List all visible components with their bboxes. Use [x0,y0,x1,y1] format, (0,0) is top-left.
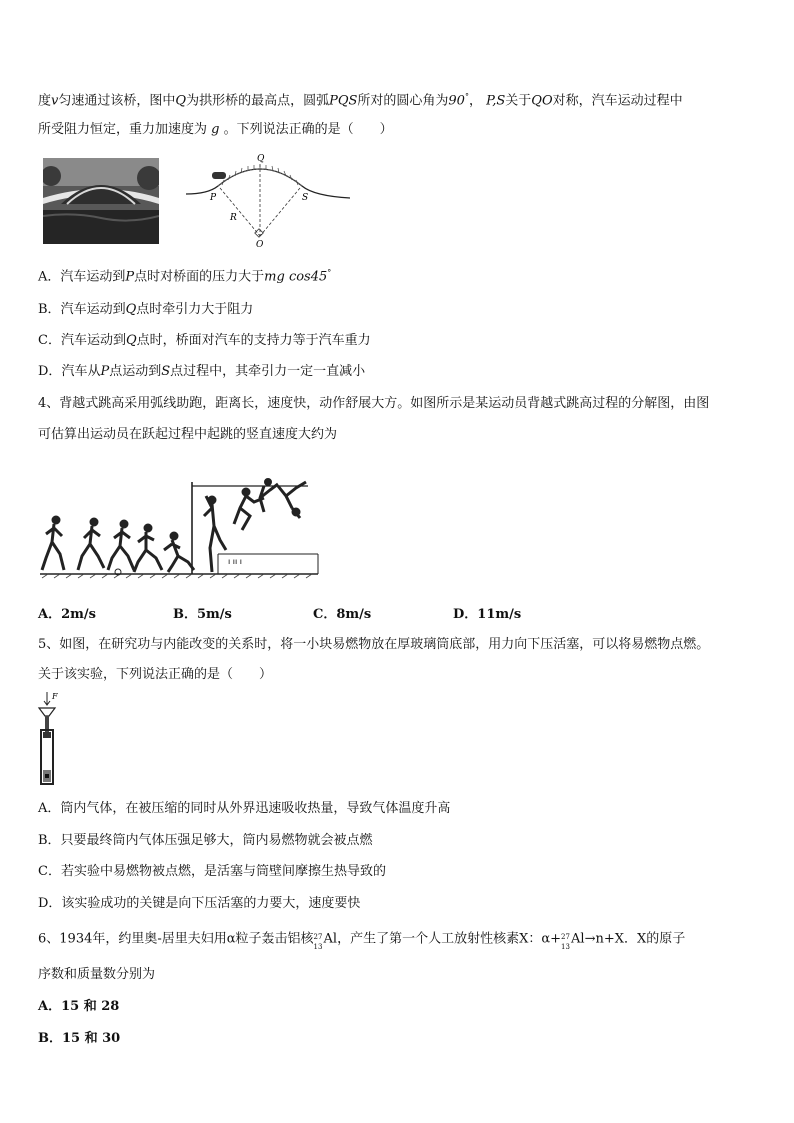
text: 所受阻力恒定，重力加速度为 [38,122,208,137]
degree-mark: ° [327,268,332,277]
option-text: 汽车从 [61,364,101,379]
var-qo: QO [531,93,553,109]
q3-stem-line-1 [38,88,683,110]
q4-choice-d[interactable]: D．11m/s [453,607,522,622]
label-f: F [52,692,58,701]
q3-option-c[interactable] [38,332,371,350]
text: 。下列说法正确的是（ ） [223,122,393,137]
eq-rhs: n+X [595,931,624,947]
text: ，产生了第一个人工放射性核素X： [337,931,542,947]
option-text: 汽车运动到 [60,333,126,348]
var-pqs: PQS [329,93,358,109]
text: 度 [38,93,52,109]
element-symbol: Al [571,931,585,947]
angle-90: 90 [448,93,465,109]
q6-option-a[interactable]: A．15 和 28 [38,999,120,1014]
option-text: 点时，桥面对汽车的支持力等于汽车重力 [136,333,371,348]
option-text: 点时牵引力大于阻力 [136,302,254,317]
q6-stem-line-1 [38,930,685,949]
option-text: 点运动到 [109,364,162,379]
q3-stem-line-2 [38,121,393,139]
q3-option-d[interactable] [38,363,365,381]
high-jump-svg [38,478,320,584]
element-symbol: Al [323,931,338,947]
var-s: S [161,364,171,379]
al-nuclide [313,930,324,951]
bridge-photo [43,158,159,244]
option-letter: B． [38,302,61,317]
text: ， [468,93,482,109]
label-r: R [230,213,237,223]
var-q: Q [175,93,187,109]
text: 为拱形桥的最高点，圆弧 [186,93,330,109]
var-p: P [100,364,110,379]
q5-option-a[interactable]: A．筒内气体，在被压缩的同时从外界迅速吸收热量，导致气体温度升高 [38,801,451,816]
text: 所对的圆心角为 [357,93,449,109]
var-v: v [51,93,59,109]
arch-bridge-diagram [178,150,358,250]
high-jump-diagram [38,478,320,584]
mass-number: 27 [313,933,323,941]
q3-option-a[interactable] [38,264,331,286]
option-letter: A． [38,269,61,285]
text: 6、1934年，约里奥-居里夫妇用α粒子轰击铝核 [38,931,314,947]
q5-option-c[interactable]: C．若实验中易燃物被点燃，是活塞与筒壁间摩擦生热导致的 [38,864,386,879]
q6-option-b[interactable]: B．15 和 30 [38,1031,121,1046]
q4-choice-c[interactable]: C．8m/s [313,607,372,622]
var-ps: P,S [486,93,506,109]
text: ．X的原子 [624,931,686,947]
q6-stem-line-2: 序数和质量数分别为 [38,967,156,982]
degree-mark: ° [464,92,469,101]
option-letter: D． [38,364,62,379]
q5-option-b[interactable]: B．只要最终筒内气体压强足够大，筒内易燃物就会被点燃 [38,833,373,848]
label-p: P [210,193,217,203]
label-q: Q [257,154,265,164]
atomic-number: 13 [561,943,570,951]
q4-stem-line-1: 4、背越式跳高采用弧线助跑，距离长，速度快，动作舒展大方。如图所示是某运动员背越式跳高过程的分解图，由图 [38,396,710,411]
option-text: 点过程中，其牵引力一定一直减小 [170,364,366,379]
option-text: 汽车运动到 [60,302,126,317]
label-o: O [256,240,264,250]
text: 匀速通过该桥，图中 [58,93,176,109]
q4-choice-b[interactable]: B．5m/s [173,607,232,622]
q3-option-b[interactable] [38,301,253,319]
option-text: 汽车运动到 [60,269,126,285]
arch-bridge-svg [178,150,358,250]
text: 对称，汽车运动过程中 [552,93,683,109]
svg-text:ı ıı ı: ı ıı ı [228,557,242,566]
var-g: g [211,122,220,137]
q5-option-d[interactable]: D．该实验成功的关键是向下压活塞的力要大，速度要快 [38,896,361,911]
bridge-photo-drawing [43,158,159,244]
eq-alpha: α+ [541,931,562,947]
expr-mgcos45: mg cos45 [264,269,328,285]
text: 关于 [505,93,532,109]
arrow-icon: → [584,931,596,947]
var-q: Q [125,302,137,317]
option-text: 点时对桥面的压力大于 [134,269,265,285]
option-letter: C． [38,333,61,348]
q4-choice-a[interactable]: A．2m/s [38,607,96,622]
q4-stem-line-2: 可估算出运动员在跃起过程中起跳的竖直速度大约为 [38,427,338,442]
mass-number: 27 [561,933,570,941]
q5-stem-line-2: 关于该实验，下列说法正确的是（ ） [38,667,273,682]
var-p: P [125,269,135,285]
label-s: S [302,193,309,203]
q5-stem-line-1: 5、如图，在研究功与内能改变的关系时，将一小块易燃物放在厚玻璃筒底部，用力向下压活塞，可以将易燃物点燃。 [38,637,710,652]
piston-cylinder-diagram [36,690,66,790]
al-nuclide-eq [561,930,571,951]
var-q: Q [125,333,137,348]
piston-svg [36,690,66,790]
atomic-number: 13 [313,943,323,951]
